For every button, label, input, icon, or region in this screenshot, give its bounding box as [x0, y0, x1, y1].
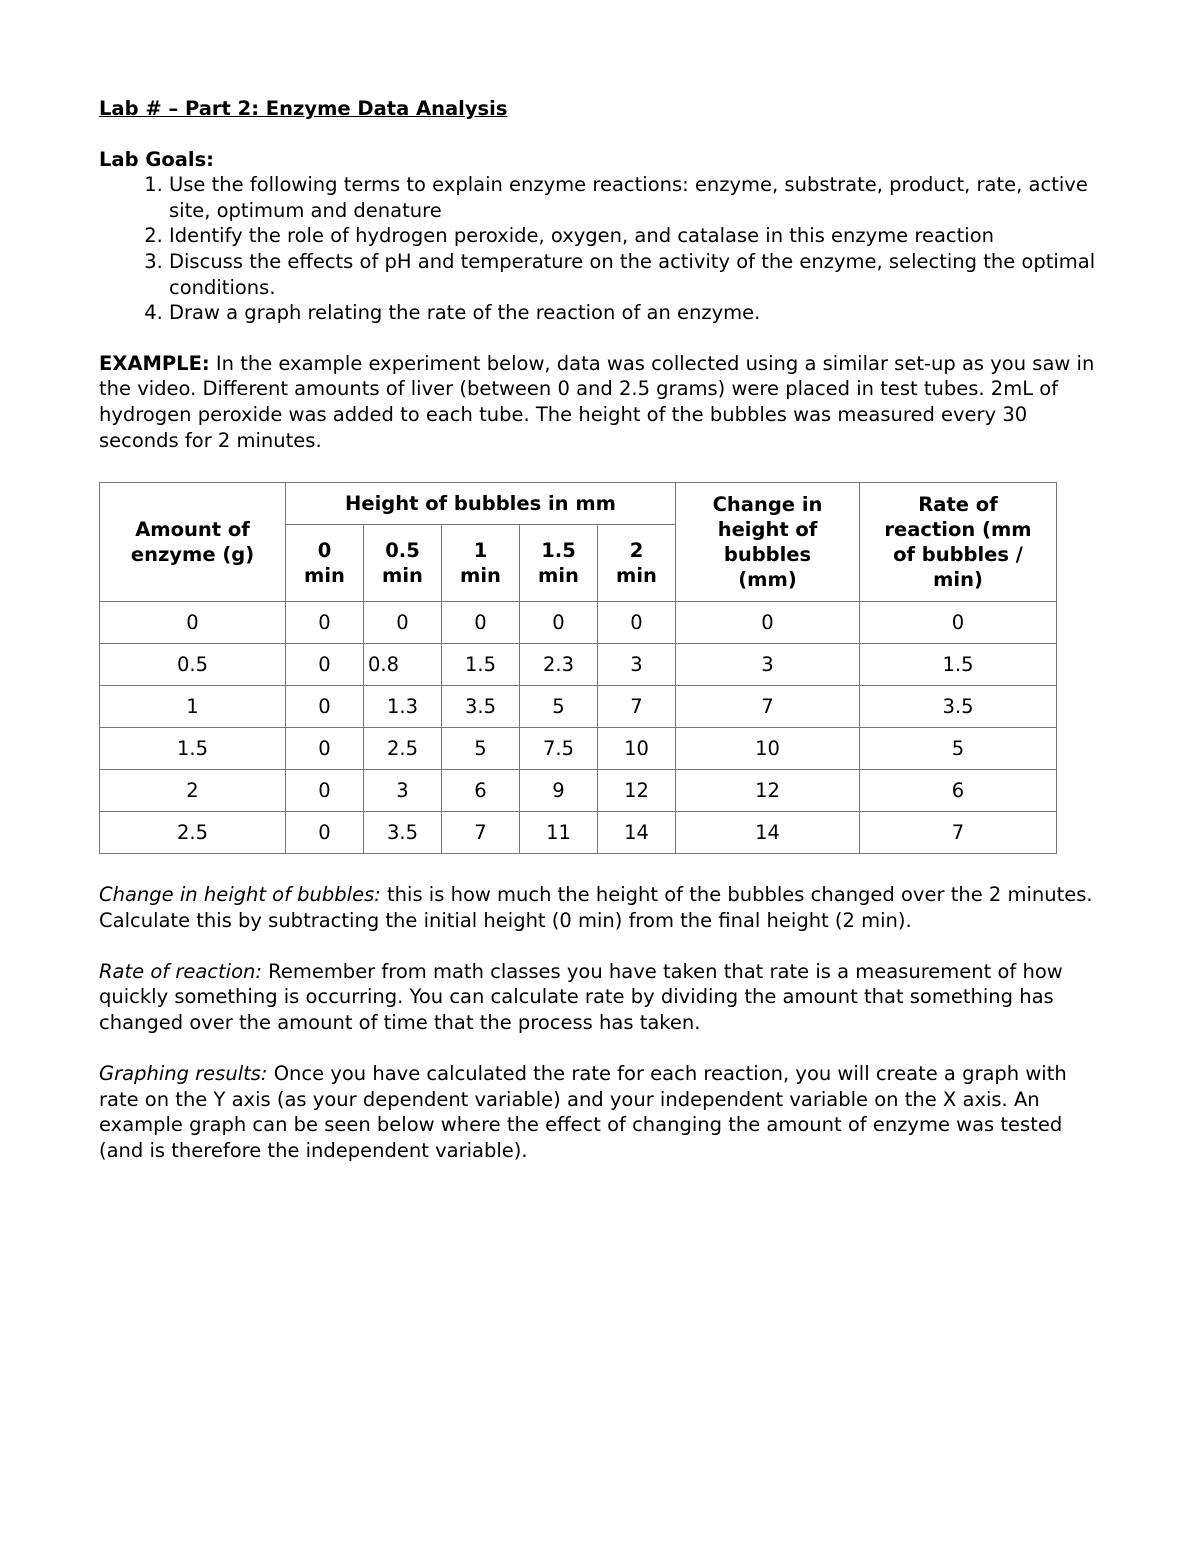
cell-value: 0	[598, 602, 676, 644]
cell-rate: 5	[860, 728, 1057, 770]
cell-value: 7	[598, 686, 676, 728]
cell-value: 6	[442, 770, 520, 812]
cell-rate: 6	[860, 770, 1057, 812]
page-title: Lab # – Part 2: Enzyme Data Analysis	[99, 97, 508, 120]
header-time: 1.5 min	[520, 525, 598, 602]
cell-rate: 7	[860, 812, 1057, 854]
example-label: EXAMPLE:	[99, 351, 210, 375]
cell-rate: 1.5	[860, 644, 1057, 686]
note-change-text: this is how much the height of the bubbles changed over the 2 minutes. Calculate this by subtracting the initial height (0 min) from the final height (2 min).	[99, 883, 1093, 932]
cell-value: 0	[364, 602, 442, 644]
example-text: In the example experiment below, data was collected using a similar set-up as you saw in the video. Different amounts of liver (between 0 and 2.5 grams) were placed in test tubes. 2mL of hydrogen peroxide was added to each tube. The height of the bubbles was measured every 30 seconds for 2 minutes.	[99, 351, 1095, 452]
cell-value: 7	[442, 812, 520, 854]
note-graph-label: Graphing results:	[99, 1062, 268, 1086]
cell-value: 10	[598, 728, 676, 770]
cell-value: 5	[442, 728, 520, 770]
cell-value: 0	[442, 602, 520, 644]
goal-item: 1. Use the following terms to explain enzyme reactions: enzyme, substrate, product, rate, active site, optimum and denature	[169, 172, 1099, 223]
goals-heading: Lab Goals:	[99, 147, 214, 171]
cell-value: 2.3	[520, 644, 598, 686]
cell-value: 9	[520, 770, 598, 812]
cell-rate: 3.5	[860, 686, 1057, 728]
header-amount: Amount of enzyme (g)	[100, 483, 286, 602]
cell-value: 0	[286, 728, 364, 770]
cell-value: 0	[286, 602, 364, 644]
table-row	[100, 686, 1057, 728]
cell-value: 0	[286, 770, 364, 812]
cell-change: 10	[676, 728, 860, 770]
cell-rate: 0	[860, 602, 1057, 644]
header-time: 0.5 min	[364, 525, 442, 602]
note-graph	[99, 1061, 1099, 1163]
cell-value: 14	[598, 812, 676, 854]
header-rate: Rate of reaction (mm of bubbles / min)	[860, 483, 1057, 602]
note-rate-text: Remember from math classes you have taken that rate is a measurement of how quickly something is occurring. You can calculate rate by dividing the amount that something has changed over the amount of time that the process has taken.	[99, 959, 1063, 1034]
cell-amount: 1.5	[100, 728, 286, 770]
document-page	[99, 96, 1099, 1162]
cell-value: 3	[364, 770, 442, 812]
table-row	[100, 644, 1057, 686]
cell-value: 3.5	[442, 686, 520, 728]
goal-item: 2. Identify the role of hydrogen peroxide, oxygen, and catalase in this enzyme reaction	[169, 223, 1099, 249]
table-row	[100, 812, 1057, 854]
cell-value: 0	[520, 602, 598, 644]
cell-change: 0	[676, 602, 860, 644]
cell-value: 1.3	[364, 686, 442, 728]
table-row	[100, 770, 1057, 812]
example-paragraph	[99, 351, 1099, 453]
cell-amount: 2.5	[100, 812, 286, 854]
cell-value: 2.5	[364, 728, 442, 770]
cell-value: 3.5	[364, 812, 442, 854]
cell-value: 0	[286, 686, 364, 728]
cell-value: 0.8	[364, 644, 442, 686]
table-row	[100, 602, 1057, 644]
cell-value: 5	[520, 686, 598, 728]
cell-change: 3	[676, 644, 860, 686]
header-time: 0 min	[286, 525, 364, 602]
table-row	[100, 728, 1057, 770]
notes-section	[99, 882, 1099, 1189]
cell-amount: 0	[100, 602, 286, 644]
header-height-group: Height of bubbles in mm	[286, 483, 676, 525]
header-time: 2 min	[598, 525, 676, 602]
cell-amount: 0.5	[100, 644, 286, 686]
note-rate-label: Rate of reaction:	[99, 959, 262, 983]
cell-value: 3	[598, 644, 676, 686]
cell-change: 14	[676, 812, 860, 854]
goal-item: 3. Discuss the effects of pH and temperature on the activity of the enzyme, selecting the optimal conditions.	[169, 249, 1099, 300]
cell-value: 0	[286, 812, 364, 854]
cell-change: 12	[676, 770, 860, 812]
cell-value: 0	[286, 644, 364, 686]
cell-value: 12	[598, 770, 676, 812]
note-change	[99, 882, 1099, 933]
goal-item: 4. Draw a graph relating the rate of the reaction of an enzyme.	[169, 300, 1099, 326]
cell-value: 1.5	[442, 644, 520, 686]
note-change-label: Change in height of bubbles:	[99, 883, 381, 906]
enzyme-data-table	[99, 482, 1057, 854]
cell-change: 7	[676, 686, 860, 728]
cell-amount: 2	[100, 770, 286, 812]
cell-value: 7.5	[520, 728, 598, 770]
header-change: Change in height of bubbles (mm)	[676, 483, 860, 602]
goals-list	[99, 172, 1099, 326]
cell-value: 11	[520, 812, 598, 854]
note-graph-text: Once you have calculated the rate for each reaction, you will create a graph with rate on the Y axis (as your dependent variable) and your independent variable on the X axis. An example graph can be seen below where the effect of changing the amount of enzyme was tested (and is therefore the independent variable).	[99, 1062, 1067, 1162]
note-rate	[99, 959, 1099, 1036]
cell-amount: 1	[100, 686, 286, 728]
header-time: 1 min	[442, 525, 520, 602]
